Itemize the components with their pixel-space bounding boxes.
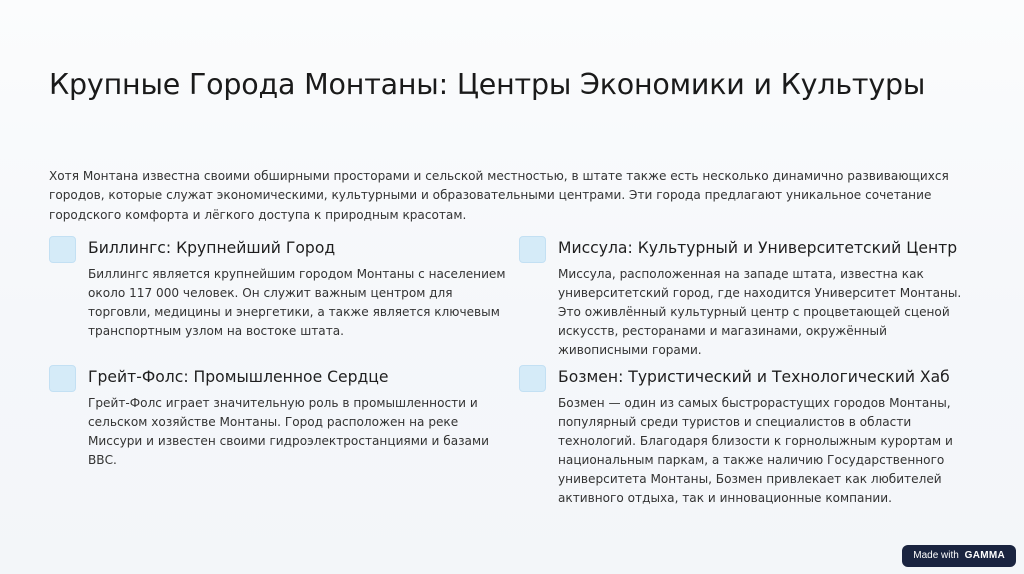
card-heading: Бозмен: Туристический и Технологический Хаб [558,368,950,386]
billings-icon [49,236,76,263]
card-text: Миссула, расположенная на западе штата, известна как университетский город, где находится Университет Монтаны. Это оживлённый культурный центр с процветающей сценой искусств, ресторанами и магазинами, окружённый живописными горами. [558,267,962,357]
gamma-logo: GAMMA [964,550,1005,561]
card-heading: Миссула: Культурный и Университетский Центр [558,239,958,257]
intro-paragraph: Хотя Монтана известна своими обширными просторами и сельской местностью, в штате также есть несколько динамично развивающихся городов, которые служат экономическими, культурными и образовательными центрами. Эти города предлагают уникальное сочетание городского комфорта и лёгкого доступа к природным красотам. [49,169,949,222]
bozeman-icon [519,365,546,392]
missoula-icon [519,236,546,263]
card-text: Бозмен — один из самых быстрорастущих городов Монтаны, популярный среди туристов и специалистов в области технологий. Благодаря близости к горнолыжным курортам и национальным паркам, а также наличию Государственного университета Монтаны, Бозмен привлекает как любителей активного отдыха, так и инновационные компании. [558,396,953,505]
card-text: Биллингс является крупнейшим городом Монтаны с населением около 117 000 человек. Он служит важным центром для торговли, медицины и энергетики, а также является ключевым транспортным узлом на востоке штата. [88,267,506,338]
card-heading: Биллингс: Крупнейший Город [88,239,336,257]
made-with-gamma-badge[interactable] [902,545,1016,567]
card-text: Грейт-Фолс играет значительную роль в промышленности и сельском хозяйстве Монтаны. Город расположен на реке Миссури и известен своими гидроэлектростанциями и базами ВВС. [88,396,489,467]
page-title: Крупные Города Монтаны: Центры Экономики и Культуры [49,68,926,101]
card-heading: Грейт-Фолс: Промышленное Сердце [88,368,389,386]
great-falls-icon [49,365,76,392]
badge-prefix: Made with [913,550,959,561]
